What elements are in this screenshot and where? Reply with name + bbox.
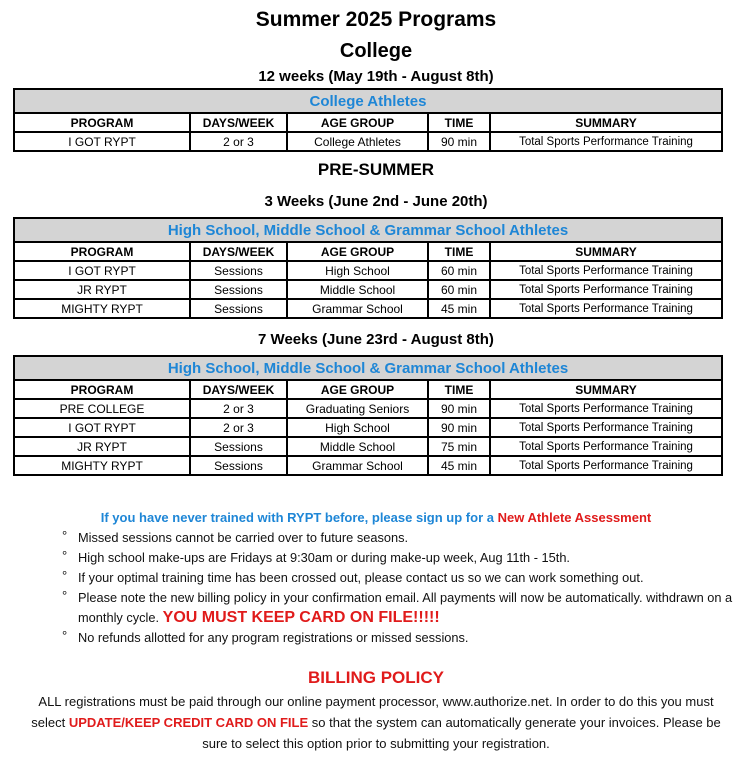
card-on-file-warning: YOU MUST KEEP CARD ON FILE!!!!! bbox=[162, 609, 440, 626]
column-header-row bbox=[14, 113, 722, 132]
column-header: DAYS/WEEK bbox=[190, 113, 287, 132]
summer-table bbox=[13, 355, 723, 476]
table-cell: High School bbox=[287, 418, 428, 437]
table-cell: Middle School bbox=[287, 280, 428, 299]
table-cell: MIGHTY RYPT bbox=[14, 456, 190, 475]
note-item bbox=[62, 528, 742, 548]
note-item bbox=[62, 628, 742, 648]
table-band-header: College Athletes bbox=[14, 89, 722, 113]
table-cell: 90 min bbox=[428, 399, 490, 418]
column-header: SUMMARY bbox=[490, 242, 722, 261]
table-cell: Graduating Seniors bbox=[287, 399, 428, 418]
table-cell: MIGHTY RYPT bbox=[14, 299, 190, 318]
new-athlete-note-text: If you have never trained with RYPT before, please sign up for a bbox=[100, 510, 494, 525]
column-header: DAYS/WEEK bbox=[190, 380, 287, 399]
table-cell: Total Sports Performance Training bbox=[490, 418, 722, 437]
summer-period: 7 Weeks (June 23rd - August 8th) bbox=[258, 331, 494, 348]
table-cell: Total Sports Performance Training bbox=[490, 132, 722, 151]
column-header: SUMMARY bbox=[490, 380, 722, 399]
pre-summer-period: 3 Weeks (June 2nd - June 20th) bbox=[264, 193, 488, 210]
table-cell: Total Sports Performance Training bbox=[490, 261, 722, 280]
table-cell: 90 min bbox=[428, 418, 490, 437]
table-cell: I GOT RYPT bbox=[14, 418, 190, 437]
table-cell: Middle School bbox=[287, 437, 428, 456]
column-header: TIME bbox=[428, 113, 490, 132]
table-cell: 90 min bbox=[428, 132, 490, 151]
note-item-text: High school make-ups are Fridays at 9:30am or during make-up week, Aug 11th - 15th. bbox=[78, 550, 570, 565]
billing-policy-heading: BILLING POLICY bbox=[308, 668, 444, 687]
column-header-row bbox=[14, 242, 722, 261]
column-header: PROGRAM bbox=[14, 242, 190, 261]
table-cell: I GOT RYPT bbox=[14, 132, 190, 151]
column-header: AGE GROUP bbox=[287, 380, 428, 399]
table-row bbox=[14, 456, 722, 475]
table-cell: Total Sports Performance Training bbox=[490, 437, 722, 456]
pre-summer-table bbox=[13, 217, 723, 319]
column-header: SUMMARY bbox=[490, 113, 722, 132]
billing-highlight: UPDATE/KEEP CREDIT CARD ON FILE bbox=[68, 715, 309, 730]
table-cell: PRE COLLEGE bbox=[14, 399, 190, 418]
note-item-text: Please note the new billing policy in your confirmation email. All payments will now be automatically. withdrawn on a monthly cycle. bbox=[78, 590, 733, 625]
table-row bbox=[14, 437, 722, 456]
table-cell: Sessions bbox=[190, 456, 287, 475]
note-item bbox=[62, 588, 742, 628]
table-row bbox=[14, 418, 722, 437]
billing-text-before: ALL registrations must be paid through our online payment processor, www.authorize.net. In order to do this you must select bbox=[31, 694, 714, 730]
table-cell: 2 or 3 bbox=[190, 418, 287, 437]
table-cell: Total Sports Performance Training bbox=[490, 280, 722, 299]
column-header: AGE GROUP bbox=[287, 242, 428, 261]
table-band-header: High School, Middle School & Grammar School Athletes bbox=[14, 356, 722, 380]
table-row bbox=[14, 299, 722, 318]
note-item-text: No refunds allotted for any program registrations or missed sessions. bbox=[78, 630, 469, 645]
table-row bbox=[14, 132, 722, 151]
note-item-text: Missed sessions cannot be carried over to future seasons. bbox=[78, 530, 409, 545]
new-athlete-note bbox=[0, 510, 752, 525]
pre-summer-heading: PRE-SUMMER bbox=[317, 160, 435, 179]
table-cell: 2 or 3 bbox=[190, 132, 287, 151]
table-cell: High School bbox=[287, 261, 428, 280]
table-cell: 45 min bbox=[428, 456, 490, 475]
billing-text-after: so that the system can automatically generate your invoices. Please be sure to select this option prior to submitting your registration. bbox=[202, 715, 721, 751]
table-row bbox=[14, 261, 722, 280]
new-athlete-assessment-link[interactable]: New Athlete Assessment bbox=[497, 510, 652, 525]
table-cell: College Athletes bbox=[287, 132, 428, 151]
college-heading: College bbox=[339, 40, 413, 62]
column-header: TIME bbox=[428, 380, 490, 399]
table-cell: 60 min bbox=[428, 280, 490, 299]
table-cell: Total Sports Performance Training bbox=[490, 299, 722, 318]
table-cell: Total Sports Performance Training bbox=[490, 399, 722, 418]
column-header: PROGRAM bbox=[14, 380, 190, 399]
table-cell: 45 min bbox=[428, 299, 490, 318]
billing-policy-text bbox=[20, 691, 732, 754]
column-header: PROGRAM bbox=[14, 113, 190, 132]
note-item bbox=[62, 568, 742, 588]
table-cell: Sessions bbox=[190, 437, 287, 456]
column-header: DAYS/WEEK bbox=[190, 242, 287, 261]
table-cell: JR RYPT bbox=[14, 280, 190, 299]
policy-notes-list bbox=[62, 528, 742, 648]
table-cell: JR RYPT bbox=[14, 437, 190, 456]
table-cell: 60 min bbox=[428, 261, 490, 280]
table-cell: Grammar School bbox=[287, 456, 428, 475]
table-cell: I GOT RYPT bbox=[14, 261, 190, 280]
table-row bbox=[14, 399, 722, 418]
table-cell: Grammar School bbox=[287, 299, 428, 318]
table-cell: Sessions bbox=[190, 280, 287, 299]
table-cell: Sessions bbox=[190, 261, 287, 280]
column-header: TIME bbox=[428, 242, 490, 261]
table-band-header: High School, Middle School & Grammar School Athletes bbox=[14, 218, 722, 242]
table-cell: Total Sports Performance Training bbox=[490, 456, 722, 475]
column-header: AGE GROUP bbox=[287, 113, 428, 132]
college-period: 12 weeks (May 19th - August 8th) bbox=[258, 68, 494, 85]
table-cell: Sessions bbox=[190, 299, 287, 318]
note-item bbox=[62, 548, 742, 568]
table-row bbox=[14, 280, 722, 299]
note-item-text: If your optimal training time has been crossed out, please contact us so we can work something out. bbox=[78, 570, 644, 585]
table-cell: 2 or 3 bbox=[190, 399, 287, 418]
table-cell: 75 min bbox=[428, 437, 490, 456]
page-title: Summer 2025 Programs bbox=[255, 8, 497, 31]
column-header-row bbox=[14, 380, 722, 399]
college-table bbox=[13, 88, 723, 152]
